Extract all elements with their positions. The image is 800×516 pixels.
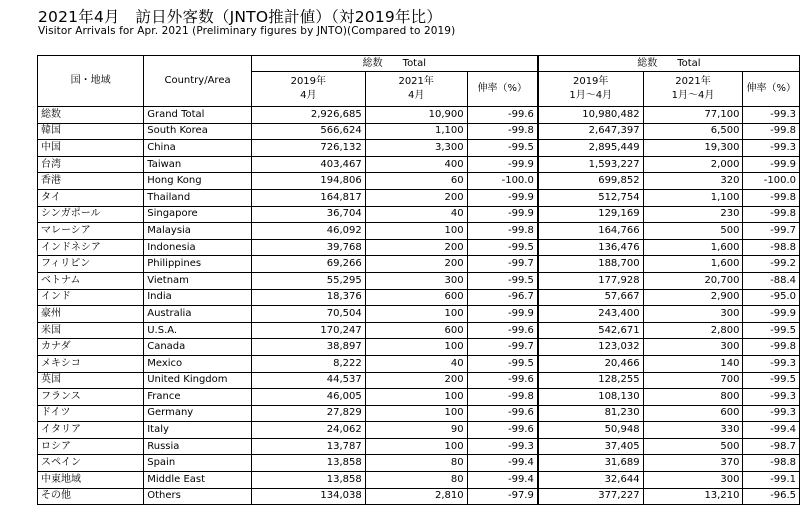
table-row	[38, 455, 800, 472]
region-jp-cell: ドイツ	[38, 405, 144, 422]
header-2019-ytd: 2019年 1月～4月	[538, 72, 643, 107]
arrivals-2019-month-cell: 38,897	[251, 339, 365, 356]
arrivals-2019-month-cell: 27,829	[251, 405, 365, 422]
growth-ytd-cell: -88.4	[743, 272, 800, 289]
arrivals-2019-month-cell: 194,806	[251, 173, 365, 190]
growth-ytd-cell: -99.8	[743, 189, 800, 206]
table-row	[38, 140, 800, 157]
growth-month-cell: -99.4	[467, 455, 538, 472]
visitor-arrivals-table	[37, 55, 800, 505]
arrivals-2021-ytd-cell: 700	[643, 372, 743, 389]
header-group-ytd: 総数 Total	[538, 56, 800, 72]
arrivals-2019-month-cell: 44,537	[251, 372, 365, 389]
arrivals-2019-month-cell: 39,768	[251, 239, 365, 256]
arrivals-2019-month-cell: 726,132	[251, 140, 365, 157]
region-jp-cell: スペイン	[38, 455, 144, 472]
growth-ytd-cell: -99.9	[743, 306, 800, 323]
growth-ytd-cell: -98.8	[743, 455, 800, 472]
arrivals-2019-ytd-cell: 50,948	[538, 422, 643, 439]
table-row	[38, 272, 800, 289]
header-2021-month: 2021年 4月	[365, 72, 467, 107]
table-row	[38, 438, 800, 455]
arrivals-2019-month-cell: 403,467	[251, 156, 365, 173]
region-en-cell: Hong Kong	[144, 173, 252, 190]
region-en-cell: Russia	[144, 438, 252, 455]
region-en-cell: France	[144, 389, 252, 406]
arrivals-2021-ytd-cell: 13,210	[643, 488, 743, 505]
table-row	[38, 472, 800, 489]
growth-ytd-cell: -96.5	[743, 488, 800, 505]
region-jp-cell: インドネシア	[38, 239, 144, 256]
arrivals-2019-ytd-cell: 20,466	[538, 355, 643, 372]
growth-month-cell: -99.7	[467, 339, 538, 356]
arrivals-2019-month-cell: 70,504	[251, 306, 365, 323]
arrivals-2021-month-cell: 2,810	[365, 488, 467, 505]
arrivals-2019-ytd-cell: 123,032	[538, 339, 643, 356]
table-row	[38, 422, 800, 439]
arrivals-2019-month-cell: 36,704	[251, 206, 365, 223]
arrivals-2021-ytd-cell: 1,600	[643, 239, 743, 256]
growth-month-cell: -99.8	[467, 223, 538, 240]
growth-month-cell: -99.8	[467, 123, 538, 140]
header-2019-month: 2019年 4月	[251, 72, 365, 107]
growth-month-cell: -99.6	[467, 107, 538, 124]
region-jp-cell: フランス	[38, 389, 144, 406]
region-jp-cell: フィリピン	[38, 256, 144, 273]
growth-ytd-cell: -100.0	[743, 173, 800, 190]
region-en-cell: Mexico	[144, 355, 252, 372]
region-en-cell: South Korea	[144, 123, 252, 140]
region-en-cell: India	[144, 289, 252, 306]
arrivals-2019-ytd-cell: 243,400	[538, 306, 643, 323]
region-jp-cell: 総数	[38, 107, 144, 124]
growth-month-cell: -99.6	[467, 422, 538, 439]
page-title: 2021年4月 訪日外客数（JNTO推計値）（対2019年比）	[38, 8, 443, 26]
arrivals-2019-ytd-cell: 128,255	[538, 372, 643, 389]
region-jp-cell: 香港	[38, 173, 144, 190]
region-en-cell: Australia	[144, 306, 252, 323]
table-row	[38, 355, 800, 372]
arrivals-2019-ytd-cell: 81,230	[538, 405, 643, 422]
arrivals-2021-ytd-cell: 320	[643, 173, 743, 190]
arrivals-2019-month-cell: 2,926,685	[251, 107, 365, 124]
region-jp-cell: ベトナム	[38, 272, 144, 289]
arrivals-2019-ytd-cell: 10,980,482	[538, 107, 643, 124]
arrivals-2021-month-cell: 80	[365, 455, 467, 472]
arrivals-2021-month-cell: 40	[365, 206, 467, 223]
arrivals-2021-month-cell: 100	[365, 339, 467, 356]
arrivals-2019-month-cell: 13,787	[251, 438, 365, 455]
growth-month-cell: -99.4	[467, 472, 538, 489]
arrivals-2021-month-cell: 100	[365, 306, 467, 323]
growth-month-cell: -99.6	[467, 405, 538, 422]
region-en-cell: Thailand	[144, 189, 252, 206]
arrivals-2021-ytd-cell: 500	[643, 438, 743, 455]
growth-month-cell: -99.6	[467, 372, 538, 389]
region-jp-cell: 米国	[38, 322, 144, 339]
table-row	[38, 107, 800, 124]
arrivals-2019-month-cell: 46,092	[251, 223, 365, 240]
growth-month-cell: -99.9	[467, 206, 538, 223]
arrivals-2021-ytd-cell: 20,700	[643, 272, 743, 289]
growth-ytd-cell: -98.7	[743, 438, 800, 455]
arrivals-2019-ytd-cell: 177,928	[538, 272, 643, 289]
arrivals-2019-month-cell: 164,817	[251, 189, 365, 206]
arrivals-2019-ytd-cell: 136,476	[538, 239, 643, 256]
arrivals-2019-month-cell: 13,858	[251, 472, 365, 489]
region-jp-cell: シンガポール	[38, 206, 144, 223]
region-en-cell: Middle East	[144, 472, 252, 489]
growth-month-cell: -99.5	[467, 355, 538, 372]
arrivals-2019-ytd-cell: 129,169	[538, 206, 643, 223]
table-body	[38, 107, 800, 505]
arrivals-2019-month-cell: 170,247	[251, 322, 365, 339]
arrivals-2019-ytd-cell: 108,130	[538, 389, 643, 406]
table-row	[38, 123, 800, 140]
arrivals-2019-ytd-cell: 1,593,227	[538, 156, 643, 173]
arrivals-2021-month-cell: 100	[365, 405, 467, 422]
table-row	[38, 405, 800, 422]
page-subtitle: Visitor Arrivals for Apr. 2021 (Preliminary figures by JNTO)(Compared to 2019)	[38, 25, 456, 37]
region-en-cell: Germany	[144, 405, 252, 422]
growth-ytd-cell: -99.7	[743, 223, 800, 240]
region-en-cell: Grand Total	[144, 107, 252, 124]
growth-ytd-cell: -99.8	[743, 339, 800, 356]
arrivals-2019-ytd-cell: 57,667	[538, 289, 643, 306]
arrivals-2019-month-cell: 566,624	[251, 123, 365, 140]
header-group-month: 総数 Total	[251, 56, 538, 72]
growth-month-cell: -99.9	[467, 189, 538, 206]
table-row	[38, 306, 800, 323]
arrivals-2019-ytd-cell: 31,689	[538, 455, 643, 472]
arrivals-2019-month-cell: 8,222	[251, 355, 365, 372]
region-en-cell: Spain	[144, 455, 252, 472]
header-region-jp: 国・地域	[38, 56, 144, 107]
region-en-cell: U.S.A.	[144, 322, 252, 339]
growth-month-cell: -100.0	[467, 173, 538, 190]
arrivals-2019-month-cell: 55,295	[251, 272, 365, 289]
arrivals-2021-month-cell: 100	[365, 223, 467, 240]
arrivals-2021-month-cell: 200	[365, 189, 467, 206]
arrivals-2019-month-cell: 69,266	[251, 256, 365, 273]
table-row	[38, 322, 800, 339]
arrivals-2021-ytd-cell: 300	[643, 306, 743, 323]
region-en-cell: China	[144, 140, 252, 157]
region-en-cell: Canada	[144, 339, 252, 356]
arrivals-2021-ytd-cell: 2,900	[643, 289, 743, 306]
arrivals-2019-month-cell: 13,858	[251, 455, 365, 472]
table-row	[38, 239, 800, 256]
table-row	[38, 339, 800, 356]
region-jp-cell: イタリア	[38, 422, 144, 439]
arrivals-2021-ytd-cell: 230	[643, 206, 743, 223]
arrivals-2019-month-cell: 24,062	[251, 422, 365, 439]
arrivals-2021-month-cell: 80	[365, 472, 467, 489]
table-row	[38, 372, 800, 389]
region-jp-cell: カナダ	[38, 339, 144, 356]
region-en-cell: Italy	[144, 422, 252, 439]
growth-ytd-cell: -95.0	[743, 289, 800, 306]
arrivals-2021-month-cell: 300	[365, 272, 467, 289]
region-en-cell: Philippines	[144, 256, 252, 273]
arrivals-2021-month-cell: 200	[365, 372, 467, 389]
header-growth-month: 伸率（%）	[467, 72, 538, 107]
growth-month-cell: -99.7	[467, 256, 538, 273]
arrivals-2019-ytd-cell: 699,852	[538, 173, 643, 190]
region-jp-cell: 英国	[38, 372, 144, 389]
arrivals-2019-ytd-cell: 542,671	[538, 322, 643, 339]
arrivals-2019-ytd-cell: 377,227	[538, 488, 643, 505]
growth-ytd-cell: -99.5	[743, 322, 800, 339]
growth-month-cell: -99.5	[467, 239, 538, 256]
table-row	[38, 173, 800, 190]
arrivals-2021-month-cell: 1,100	[365, 123, 467, 140]
arrivals-2021-ytd-cell: 500	[643, 223, 743, 240]
arrivals-2021-ytd-cell: 800	[643, 389, 743, 406]
arrivals-2019-ytd-cell: 164,766	[538, 223, 643, 240]
region-en-cell: Indonesia	[144, 239, 252, 256]
region-jp-cell: 豪州	[38, 306, 144, 323]
region-en-cell: Singapore	[144, 206, 252, 223]
growth-ytd-cell: -99.3	[743, 405, 800, 422]
table-row	[38, 389, 800, 406]
region-jp-cell: タイ	[38, 189, 144, 206]
region-jp-cell: インド	[38, 289, 144, 306]
table-row	[38, 156, 800, 173]
arrivals-2021-ytd-cell: 300	[643, 472, 743, 489]
region-jp-cell: メキシコ	[38, 355, 144, 372]
table-row	[38, 206, 800, 223]
growth-month-cell: -99.9	[467, 306, 538, 323]
region-en-cell: Taiwan	[144, 156, 252, 173]
growth-ytd-cell: -98.8	[743, 239, 800, 256]
arrivals-2021-month-cell: 40	[365, 355, 467, 372]
arrivals-2021-month-cell: 90	[365, 422, 467, 439]
arrivals-2019-ytd-cell: 512,754	[538, 189, 643, 206]
growth-month-cell: -99.5	[467, 140, 538, 157]
arrivals-2021-ytd-cell: 1,100	[643, 189, 743, 206]
table-row	[38, 289, 800, 306]
region-en-cell: Others	[144, 488, 252, 505]
arrivals-2019-month-cell: 46,005	[251, 389, 365, 406]
arrivals-2019-ytd-cell: 2,647,397	[538, 123, 643, 140]
arrivals-2021-ytd-cell: 2,000	[643, 156, 743, 173]
arrivals-2021-month-cell: 100	[365, 389, 467, 406]
header-2021-ytd: 2021年 1月～4月	[643, 72, 743, 107]
growth-ytd-cell: -99.3	[743, 355, 800, 372]
growth-ytd-cell: -99.9	[743, 156, 800, 173]
arrivals-2021-ytd-cell: 140	[643, 355, 743, 372]
arrivals-2019-month-cell: 134,038	[251, 488, 365, 505]
growth-ytd-cell: -99.3	[743, 140, 800, 157]
growth-month-cell: -96.7	[467, 289, 538, 306]
table-row	[38, 189, 800, 206]
growth-ytd-cell: -99.4	[743, 422, 800, 439]
header-region-en: Country/Area	[144, 56, 252, 107]
arrivals-2021-month-cell: 200	[365, 239, 467, 256]
growth-month-cell: -99.5	[467, 272, 538, 289]
arrivals-2021-month-cell: 60	[365, 173, 467, 190]
arrivals-2021-ytd-cell: 77,100	[643, 107, 743, 124]
arrivals-2021-month-cell: 200	[365, 256, 467, 273]
table-row	[38, 488, 800, 505]
region-jp-cell: 中国	[38, 140, 144, 157]
arrivals-2021-month-cell: 100	[365, 438, 467, 455]
growth-ytd-cell: -99.2	[743, 256, 800, 273]
region-jp-cell: その他	[38, 488, 144, 505]
region-jp-cell: ロシア	[38, 438, 144, 455]
arrivals-2019-ytd-cell: 188,700	[538, 256, 643, 273]
arrivals-2021-ytd-cell: 300	[643, 339, 743, 356]
growth-month-cell: -97.9	[467, 488, 538, 505]
arrivals-2021-ytd-cell: 370	[643, 455, 743, 472]
region-jp-cell: 台湾	[38, 156, 144, 173]
arrivals-2021-month-cell: 10,900	[365, 107, 467, 124]
region-jp-cell: マレーシア	[38, 223, 144, 240]
arrivals-2021-month-cell: 600	[365, 322, 467, 339]
arrivals-2021-ytd-cell: 2,800	[643, 322, 743, 339]
table-row	[38, 223, 800, 240]
region-en-cell: United Kingdom	[144, 372, 252, 389]
arrivals-2021-month-cell: 600	[365, 289, 467, 306]
region-en-cell: Malaysia	[144, 223, 252, 240]
arrivals-2019-ytd-cell: 32,644	[538, 472, 643, 489]
growth-ytd-cell: -99.1	[743, 472, 800, 489]
growth-ytd-cell: -99.3	[743, 107, 800, 124]
header-growth-ytd: 伸率（%）	[743, 72, 800, 107]
growth-ytd-cell: -99.8	[743, 206, 800, 223]
arrivals-2021-ytd-cell: 6,500	[643, 123, 743, 140]
arrivals-2021-ytd-cell: 600	[643, 405, 743, 422]
growth-month-cell: -99.9	[467, 156, 538, 173]
region-jp-cell: 中東地域	[38, 472, 144, 489]
arrivals-2021-month-cell: 400	[365, 156, 467, 173]
arrivals-2021-ytd-cell: 19,300	[643, 140, 743, 157]
arrivals-2021-ytd-cell: 1,600	[643, 256, 743, 273]
growth-ytd-cell: -99.5	[743, 372, 800, 389]
region-jp-cell: 韓国	[38, 123, 144, 140]
arrivals-2021-month-cell: 3,300	[365, 140, 467, 157]
growth-ytd-cell: -99.8	[743, 123, 800, 140]
arrivals-2019-ytd-cell: 37,405	[538, 438, 643, 455]
growth-month-cell: -99.8	[467, 389, 538, 406]
growth-ytd-cell: -99.3	[743, 389, 800, 406]
arrivals-2019-month-cell: 18,376	[251, 289, 365, 306]
arrivals-2019-ytd-cell: 2,895,449	[538, 140, 643, 157]
arrivals-2021-ytd-cell: 330	[643, 422, 743, 439]
table-row	[38, 256, 800, 273]
growth-month-cell: -99.3	[467, 438, 538, 455]
growth-month-cell: -99.6	[467, 322, 538, 339]
region-en-cell: Vietnam	[144, 272, 252, 289]
